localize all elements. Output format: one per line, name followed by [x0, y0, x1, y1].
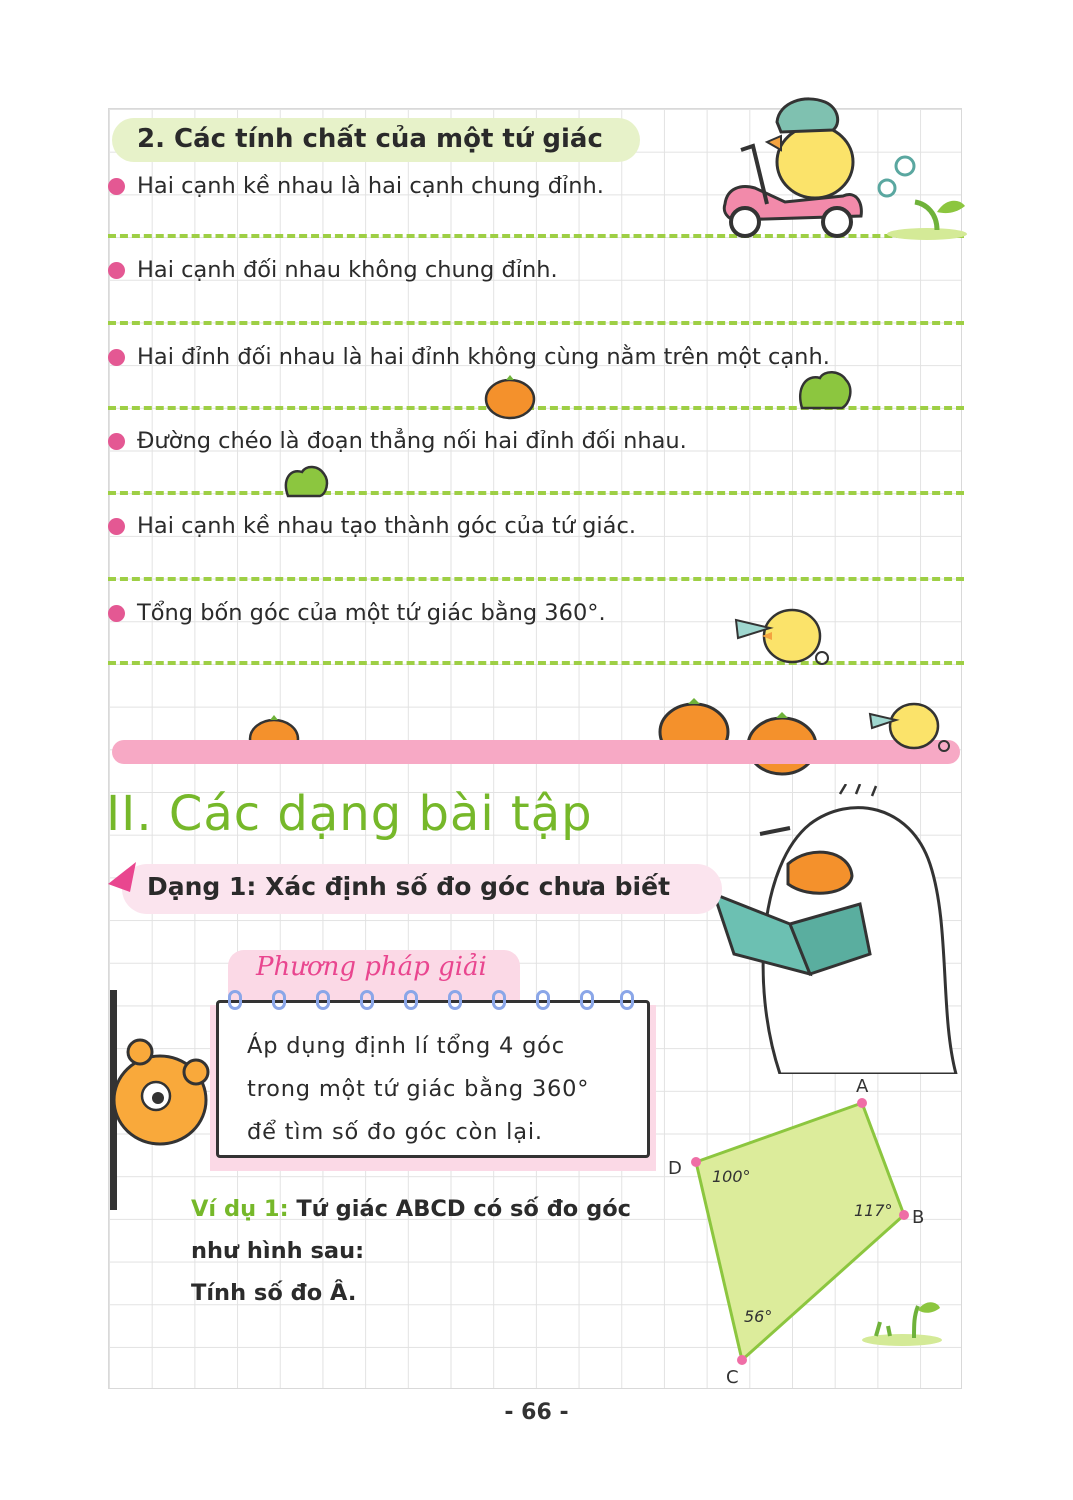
- page-number: - 66 -: [504, 1400, 569, 1425]
- example-line: như hình sau:: [191, 1238, 365, 1264]
- chick-icon: [866, 690, 956, 756]
- duck-on-scooter-icon: [715, 92, 970, 242]
- section-divider-bar: [112, 740, 960, 764]
- method-line: Áp dụng định lí tổng 4 góc: [247, 1033, 565, 1059]
- binder-ring-icon: [620, 990, 634, 1010]
- binder-ring-icon: [580, 990, 594, 1010]
- bullet-icon: [108, 178, 125, 195]
- property-item: Hai đỉnh đối nhau là hai đỉnh không cùng nằm trên một cạnh.: [108, 339, 938, 375]
- sprout-icon: [856, 1296, 946, 1348]
- bullet-icon: [108, 349, 125, 366]
- orange-icon: [482, 372, 538, 420]
- white-duck-reading-icon: [700, 784, 960, 1074]
- binder-ring-icon: [448, 990, 462, 1010]
- angle-label-b: 117°: [854, 1201, 893, 1220]
- property-item: Hai cạnh đối nhau không chung đỉnh.: [108, 252, 938, 288]
- binder-ring-icon: [272, 990, 286, 1010]
- property-item: Hai cạnh kề nhau tạo thành góc của tứ giác.: [108, 508, 938, 544]
- angle-label-c: 56°: [744, 1307, 773, 1326]
- binder-ring-icon: [404, 990, 418, 1010]
- example-label: Ví dụ 1:: [191, 1196, 289, 1222]
- binder-ring-icon: [228, 990, 242, 1010]
- part-title: II. Các dạng bài tập: [106, 786, 593, 842]
- leaf-icon: [796, 368, 856, 412]
- method-line: để tìm số đo góc còn lại.: [247, 1119, 543, 1145]
- dang-title: Dạng 1: Xác định số đo góc chưa biết: [147, 872, 671, 901]
- vertex-label-c: C: [726, 1367, 739, 1388]
- property-item: Tổng bốn góc của một tứ giác bằng 360°.: [108, 595, 938, 631]
- bullet-icon: [108, 518, 125, 535]
- method-line: trong một tứ giác bằng 360°: [247, 1076, 590, 1102]
- vertex-a: [857, 1098, 867, 1108]
- vertex-label-a: A: [856, 1076, 869, 1097]
- bullet-icon: [108, 605, 125, 622]
- property-item: Đường chéo là đoạn thẳng nối hai đỉnh đối nhau.: [108, 423, 938, 459]
- vertex-c: [737, 1355, 747, 1365]
- leaf-icon: [282, 464, 332, 500]
- vertex-b: [899, 1210, 909, 1220]
- binder-ring-icon: [316, 990, 330, 1010]
- divider: [108, 491, 964, 495]
- vertex-d: [691, 1157, 701, 1167]
- binder-ring-icon: [492, 990, 506, 1010]
- example-line: Tính số đo Â.: [191, 1280, 357, 1306]
- binder-ring-icon: [536, 990, 550, 1010]
- bullet-icon: [108, 262, 125, 279]
- vertex-label-b: B: [912, 1207, 925, 1228]
- bear-peeking-icon: [104, 990, 214, 1210]
- chick-icon: [730, 590, 830, 672]
- bullet-icon: [108, 433, 125, 450]
- example-line: Ví dụ 1: Tứ giác ABCD có số đo góc: [191, 1196, 631, 1222]
- angle-label-d: 100°: [712, 1167, 751, 1186]
- property-item: Hai cạnh kề nhau là hai cạnh chung đỉnh.: [108, 168, 938, 204]
- binder-ring-icon: [360, 990, 374, 1010]
- divider: [108, 321, 964, 325]
- section-title: 2. Các tính chất của một tứ giác: [137, 124, 603, 154]
- arrow-marker-icon: [106, 858, 140, 894]
- divider: [108, 577, 964, 581]
- divider: [108, 661, 964, 665]
- vertex-label-d: D: [668, 1158, 682, 1179]
- method-label: Phương pháp giải: [256, 952, 487, 982]
- method-box: [216, 1000, 650, 1158]
